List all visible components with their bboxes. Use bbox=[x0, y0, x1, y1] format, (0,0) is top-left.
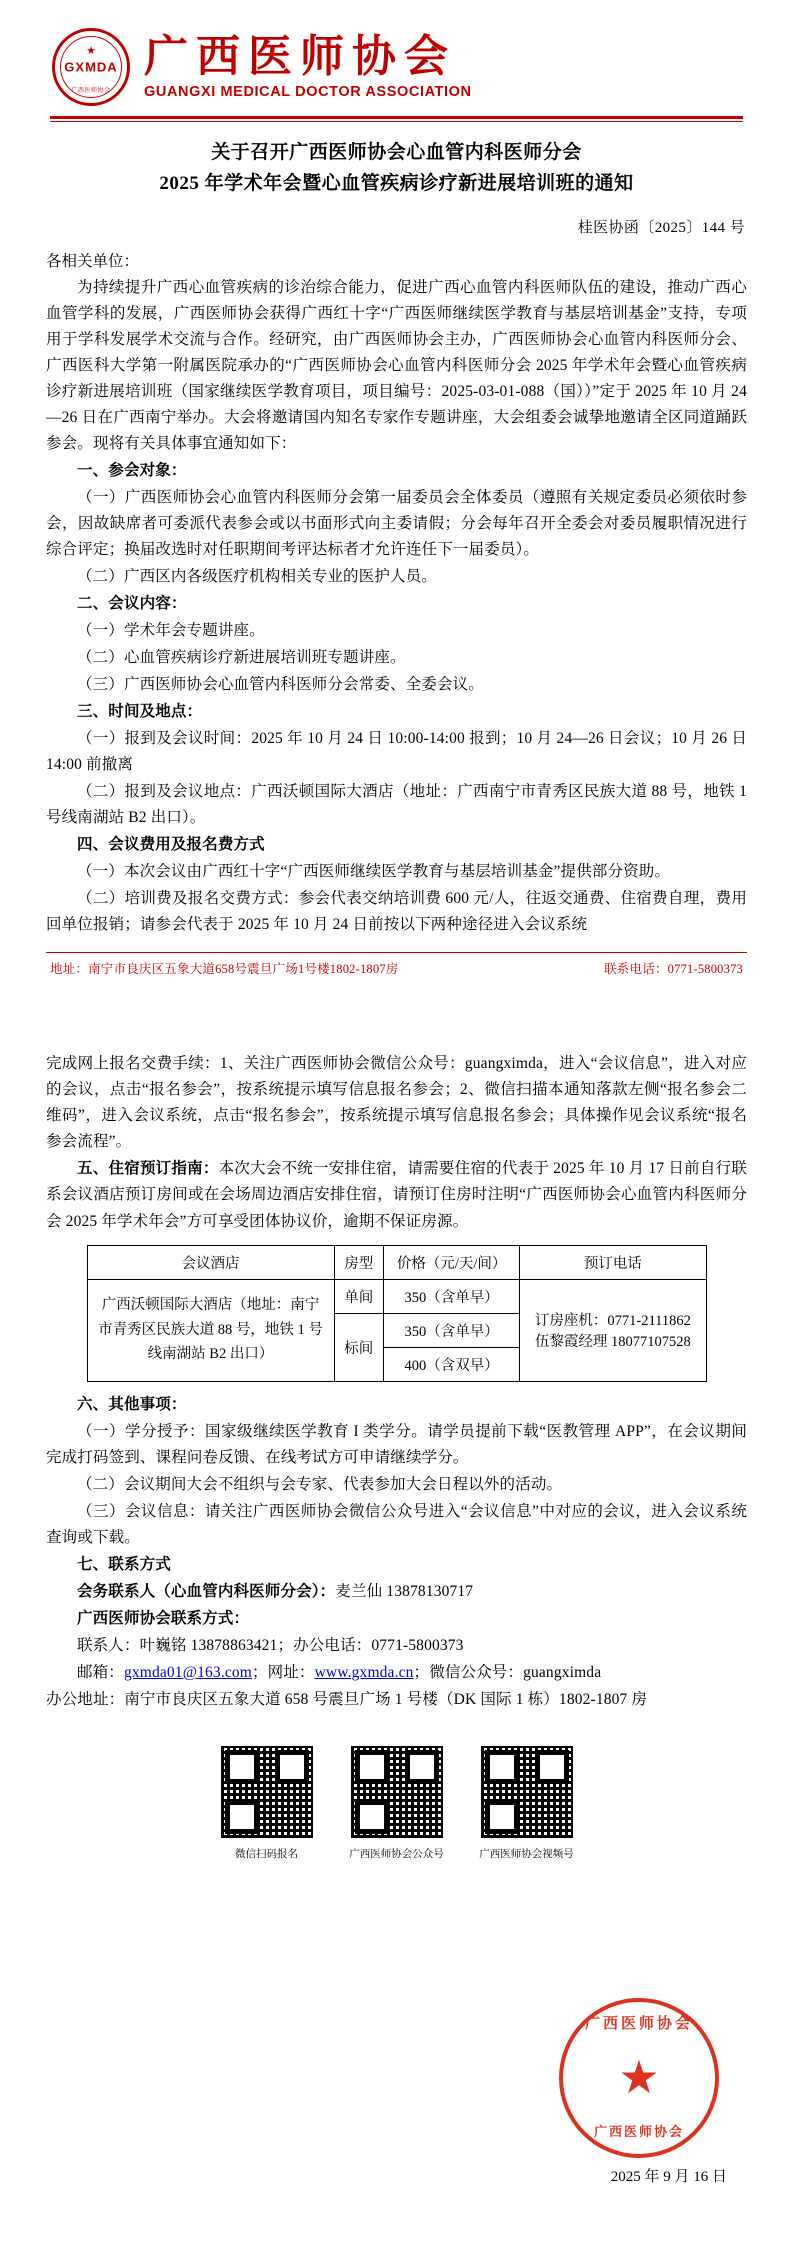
booking-phone-line-2: 伍黎霞经理 18077107528 bbox=[534, 1334, 691, 1351]
page-footer bbox=[46, 959, 747, 977]
footer-address: 地址：南宁市良庆区五象大道658号震旦广场1号楼1802-1807房 bbox=[50, 962, 399, 977]
section-7-contact-person bbox=[46, 1579, 747, 1605]
section-5 bbox=[46, 1156, 747, 1234]
document-date: 2025 年 9 月 16 日 bbox=[610, 2169, 727, 2185]
section-7-email-line bbox=[46, 1660, 747, 1686]
header-divider-thin bbox=[50, 121, 743, 122]
section-7-contact-line: 联系人：叶巍铭 13878863421；办公电话：0771-5800373 bbox=[77, 1636, 464, 1654]
website-link[interactable]: www.gxmda.cn bbox=[314, 1663, 414, 1681]
section-6-item-b: （二）会议期间大会不组织与会专家、代表参加大会日程以外的活动。 bbox=[77, 1475, 563, 1493]
qr-official-account-icon[interactable] bbox=[348, 1743, 446, 1841]
section-2-item-a: （一）学术年会专题讲座。 bbox=[77, 621, 265, 639]
section-5-title: 五、住宿预订指南： bbox=[77, 1160, 219, 1178]
section-4-item-b-continued: 完成网上报名交费手续：1、关注广西医师协会微信公众号：guangximda，进入“会议信息”，进入对应的会议，点击“报名参会”，按系统提示填写信息报名参会；2、微信扫描本通知落款左侧“报名参会二维码”，进入会议系统，点击“报名参会”，按系统提示填写信息报名参会；具体操作见会议系统“报名参会流程”。 bbox=[46, 1055, 747, 1151]
col-header-phone: 预订电话 bbox=[520, 1245, 706, 1279]
qr-official-account-caption: 广西医师协会公众号 bbox=[349, 1847, 444, 1860]
logo-bottom-text: 广西医师协会 bbox=[71, 88, 111, 94]
section-7-office-address: 办公地址：南宁市良庆区五象大道 658 号震旦广场 1 号楼（DK 国际 1 栋）1802-1807 房 bbox=[46, 1690, 648, 1708]
logo-star-icon: ★ bbox=[86, 45, 96, 57]
qr-item-video-account bbox=[475, 1743, 579, 1861]
qr-signup-icon[interactable] bbox=[218, 1743, 316, 1841]
qr-signup-caption: 微信扫码报名 bbox=[235, 1847, 298, 1860]
col-header-price: 价格（元/天/间） bbox=[384, 1245, 520, 1279]
salutation: 各相关单位： bbox=[46, 252, 140, 270]
document-number: 桂医协函〔2025〕144 号 bbox=[577, 219, 745, 236]
title-line-1: 关于召开广西医师协会心血管内科医师分会 bbox=[211, 142, 582, 163]
seal-arc-top-text: 广西医师协会 bbox=[584, 2015, 693, 2032]
cell-hotel-name: 广西沃顿国际大酒店（地址：南宁市青秀区民族大道 88 号，地铁 1 号线南湖站 B2 出口） bbox=[87, 1279, 334, 1381]
section-6-title: 六、其他事项： bbox=[77, 1395, 187, 1413]
section-4-title: 四、会议费用及报名费方式 bbox=[77, 836, 265, 854]
section-2-item-c: （三）广西医师协会心血管内科医师分会常委、全委会议。 bbox=[77, 676, 484, 693]
page-footer-divider bbox=[46, 952, 747, 953]
seal-star-icon: ★ bbox=[618, 2052, 660, 2103]
section-1-title: 一、参会对象： bbox=[77, 461, 187, 479]
contact-person-value: 麦兰仙 13878130717 bbox=[335, 1582, 474, 1600]
qr-item-signup bbox=[215, 1743, 319, 1861]
email-link[interactable]: gxmda01@163.com bbox=[123, 1663, 252, 1681]
section-7-title: 七、联系方式 bbox=[77, 1555, 171, 1573]
section-4-item-b: （二）培训费及报名交费方式：参会代表交纳培训费 600 元/人，往返交通费、住宿费自理，费用回单位报销；请参会代表于 2025 年 10 月 24 日前按以下两种途径进入会议系统 bbox=[46, 890, 747, 934]
section-3-item-b: （二）报到及会议地点：广西沃顿国际大酒店（地址：广西南宁市青秀区民族大道 88 号，地铁 1 号线南湖站 B2 出口）。 bbox=[46, 783, 747, 827]
wechat-account-text: ；微信公众号：guangximda bbox=[413, 1663, 602, 1681]
footer-phone: 联系电话：0771-5800373 bbox=[604, 962, 743, 977]
intro-paragraph: 为持续提升广西心血管疾病的诊治综合能力，促进广西心血管内科医师队伍的建设，推动广西心血管学科的发展，广西医师协会获得广西红十字“广西医师继续医学教育与基层培训基金”支持，专项用于学科发展学术交流与合作。经研究，由广西医师协会主办，广西医师协会心血管内科医师分会、广西医科大学第一附属医院承办的“广西医师协会心血管内科医师分会 2025 年学术年会暨心血管疾病诊疗新进展培训班（国家继续医学教育项目，项目编号：2025-03-01-088（国））”定于 2025 年 10 月 24—26 日在广西南宁举办。大会将邀请国内知名专家作专题讲座，大会组委会诚挚地邀请全区同道踊跃参会。现将有关具体事宜通知如下： bbox=[46, 278, 747, 452]
title-line-2: 2025 年学术年会暨心血管疾病诊疗新进展培训班的通知 bbox=[159, 172, 634, 194]
section-2-item-b: （二）心血管疾病诊疗新进展培训班专题讲座。 bbox=[77, 648, 406, 666]
booking-phone-line-1: 订房座机：0771-2111862 bbox=[534, 1313, 691, 1330]
seal-arc-bottom-text: 广西医师协会 bbox=[593, 2124, 684, 2139]
organization-name-en: GUANGXI MEDICAL DOCTOR ASSOCIATION bbox=[144, 84, 472, 101]
website-label: ；网址： bbox=[251, 1663, 315, 1681]
cell-roomtype-standard: 标间 bbox=[334, 1313, 384, 1381]
cell-booking-phone bbox=[520, 1279, 706, 1381]
section-4-item-a: （一）本次会议由广西红十字“广西医师继续医学教育与基层培训基金”提供部分资助。 bbox=[77, 863, 671, 881]
logo-initials: GXMDA bbox=[64, 59, 118, 75]
page-title bbox=[74, 138, 719, 200]
section-1-item-b: （二）广西区内各级医疗机构相关专业的医护人员。 bbox=[77, 567, 437, 585]
cell-roomtype-single: 单间 bbox=[334, 1279, 384, 1313]
section-2-title: 二、会议内容： bbox=[77, 594, 187, 612]
qr-code-section bbox=[46, 1743, 747, 1861]
qr-video-account-caption: 广西医师协会视频号 bbox=[479, 1847, 574, 1860]
hotel-booking-table bbox=[87, 1245, 707, 1382]
qr-video-account-icon[interactable] bbox=[478, 1743, 576, 1841]
col-header-roomtype: 房型 bbox=[334, 1245, 384, 1279]
cell-price-standard-2: 400（含双早） bbox=[384, 1347, 520, 1381]
organization-name-cn: 广西医师协会 bbox=[144, 31, 456, 81]
page-break-gap bbox=[46, 977, 747, 1051]
association-logo-icon bbox=[52, 28, 130, 106]
section-7-assoc-label: 广西医师协会联系方式： bbox=[77, 1609, 250, 1627]
table-row bbox=[87, 1279, 706, 1313]
section-5-body: 本次大会不统一安排住宿，请需要住宿的代表于 2025 年 10 月 17 日前自行联系会议酒店预订房间或在会场周边酒店安排住宿，请预订住房时注明“广西医师协会心血管内科医师分会 2025 年学术年会”方可享受团体协议价，逾期不保证房源。 bbox=[46, 1160, 747, 1230]
email-label: 邮箱： bbox=[77, 1663, 124, 1681]
cell-price-standard-1: 350（含单早） bbox=[384, 1313, 520, 1347]
section-6-item-a: （一）学分授予：国家级继续医学教育 I 类学分。请学员提前下载“医教管理 APP”，在会议期间完成打码签到、课程问卷反馈、在线考试方可申请继续学分。 bbox=[46, 1422, 747, 1466]
section-3-item-a: （一）报到及会议时间：2025 年 10 月 24 日 10:00-14:00 报到；10 月 24—26 日会议；10 月 26 日 14:00 前撤离 bbox=[46, 730, 747, 774]
qr-item-official-account bbox=[345, 1743, 449, 1861]
cell-price-single: 350（含单早） bbox=[384, 1279, 520, 1313]
contact-person-label: 会务联系人（心血管内科医师分会）： bbox=[77, 1582, 336, 1600]
section-3-title: 三、时间及地点： bbox=[77, 703, 203, 721]
letterhead bbox=[46, 18, 747, 112]
section-1-item-a: （一）广西医师协会心血管内科医师分会第一届委员会全体委员（遵照有关规定委员必须依时参会，因故缺席者可委派代表参会或以书面形式向主委请假；分会每年召开全委会对委员履职情况进行综合评定；换届改选时对任职期间考评达标者才允许连任下一届委员）。 bbox=[46, 488, 747, 558]
official-red-seal bbox=[559, 1998, 719, 2158]
section-6-item-c: （三）会议信息：请关注广西医师协会微信公众号进入“会议信息”中对应的会议，进入会议系统查询或下载。 bbox=[46, 1502, 747, 1546]
col-header-hotel: 会议酒店 bbox=[87, 1245, 334, 1279]
table-header-row bbox=[87, 1245, 706, 1279]
letterhead-text bbox=[144, 31, 747, 101]
header-divider-thick bbox=[50, 116, 743, 119]
